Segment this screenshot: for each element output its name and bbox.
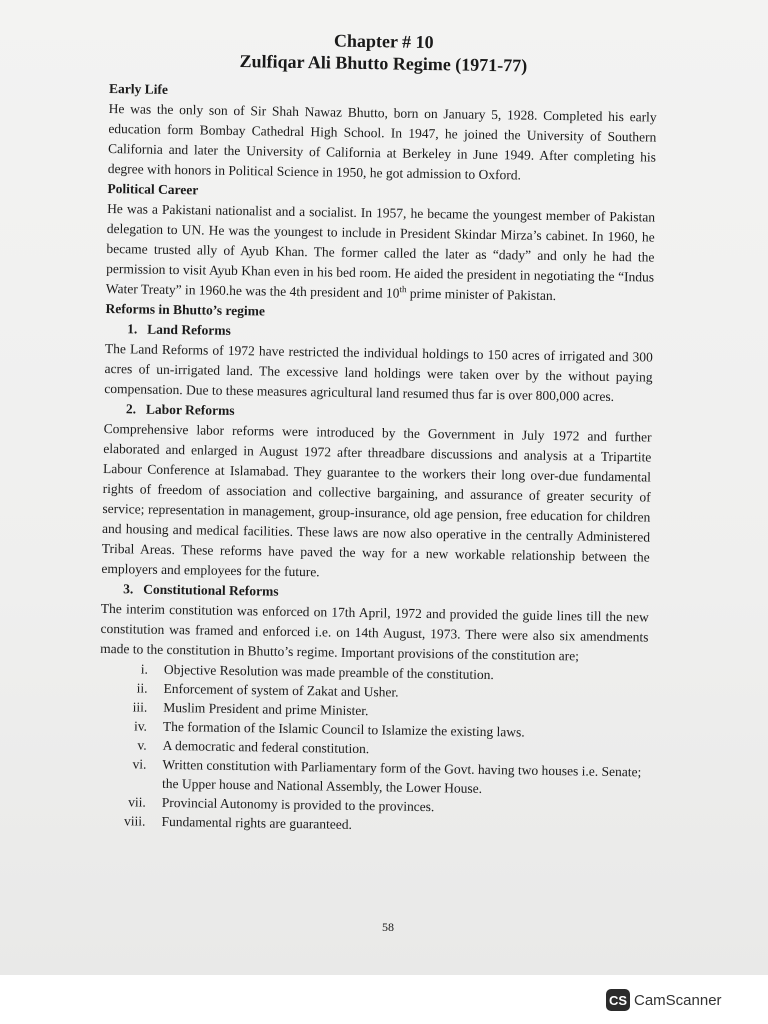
list-item-number: v. (137, 737, 147, 753)
reforms-heading: Reforms in Bhutto’s regime (105, 300, 266, 319)
list-item-number: iii. (132, 699, 148, 715)
ordinal-superscript: th (399, 284, 407, 295)
political-career-heading: Political Career (107, 180, 199, 198)
political-career-text-end: prime minister of Pakistan. (406, 285, 557, 304)
camscanner-logo-icon: CS (606, 989, 630, 1011)
list-item-number: vii. (128, 794, 146, 810)
page-number: 58 (382, 920, 394, 934)
early-life-heading: Early Life (108, 80, 169, 97)
early-life-paragraph: He was the only son of Sir Shah Nawaz Bhutto, born on January 5, 1928. Completed his early education form Bombay Cathedral High School. In 1947, he joined the University of Southern California and later the University of California at Berkeley in June 1949. After completing his degree with honors in Political Science in 1950, he got admission to Oxford. (107, 100, 657, 183)
list-item-number: viii. (124, 813, 146, 829)
chapter-number: Chapter # 10 (333, 30, 434, 53)
page-content (97, 26, 658, 839)
list-item-text: Fundamental rights are guaranteed. (161, 813, 353, 832)
list-item-text: Written constitution with Parliamentary form of the Govt. having two houses i.e. Senate; the Upper house and National Assembly, the Lower House. (161, 756, 642, 796)
land-reforms-paragraph: The Land Reforms of 1972 have restricted the individual holdings to 150 acres of irrigated and 300 acres of un-irrigated land. The excessive land holdings were taken over by the without paying compensation. Due to these measures agricultural land resumed thus far is over 800,000 acres. (104, 340, 653, 404)
list-item-text: A democratic and federal constitution. (162, 737, 370, 757)
constitutional-reforms-number: 3. (123, 581, 134, 597)
constitution-provisions-list (97, 659, 648, 839)
camscanner-watermark (606, 989, 722, 1011)
list-item-text: Enforcement of system of Zakat and Usher. (163, 680, 399, 700)
land-reforms-title: Land Reforms (147, 321, 231, 338)
constitutional-reforms-title: Constitutional Reforms (143, 581, 279, 599)
list-item-number: vi. (132, 756, 147, 772)
labor-reforms-paragraph: Comprehensive labor reforms were introduced by the Government in July 1972 and further elaborated and enlarged in August 1972 after threadbare discussions and analysis at a Tripartite Labour Conference at Islamabad. They guarantee to the workers their long over-due fundamental rights of freedom of association and collective bargaining, and assurance of greater security of service; representation in management, group-insurance, old age pension, free education for children and housing and medical facilities. These laws are now also operative in the centrally Administered Tribal Areas. These reforms have paved the way for a new workable relationship between the employers and employees for the future. (101, 420, 652, 580)
camscanner-label: CamScanner (634, 991, 722, 1009)
list-item-text: Muslim President and prime Minister. (163, 699, 369, 719)
labor-reforms-title: Labor Reforms (145, 401, 235, 419)
list-item-number: i. (140, 661, 149, 677)
constitutional-reforms-paragraph: The interim constitution was enforced on 17th April, 1972 and provided the guide lines till the new constitution was framed and enforced i.e. on 14th August, 1973. There were also six amendments made to the constitution in Bhutto’s regime. Important provisions of the constitution are; (100, 600, 649, 664)
list-item-text: Objective Resolution was made preamble of the constitution. (163, 661, 494, 683)
land-reforms-number: 1. (127, 321, 138, 337)
labor-reforms-number: 2. (125, 401, 137, 417)
political-career-text: He was a Pakistani nationalist and a socialist. In 1957, he became the youngest member of Pakistan delegation to UN. He was the youngest to include in President Skindar Mirza’s cabinet. In 1960, he became trusted ally of Ayub Khan. The former called the later as “dady” and only he had the permission to visit Ayub Khan even in his bed room. He aided the president in negotiating the “Indus Water Treaty” in 1960.he was the 4th president and 10 (105, 200, 656, 301)
list-item-number: iv. (133, 718, 148, 734)
list-item-text: Provincial Autonomy is provided to the provinces. (161, 794, 435, 815)
chapter-title: Zulfiqar Ali Bhutto Regime (1971-77) (239, 51, 528, 76)
political-career-paragraph (106, 199, 656, 308)
list-item-text: The formation of the Islamic Council to Islamize the existing laws. (162, 718, 525, 740)
list-item-number: ii. (136, 680, 148, 696)
